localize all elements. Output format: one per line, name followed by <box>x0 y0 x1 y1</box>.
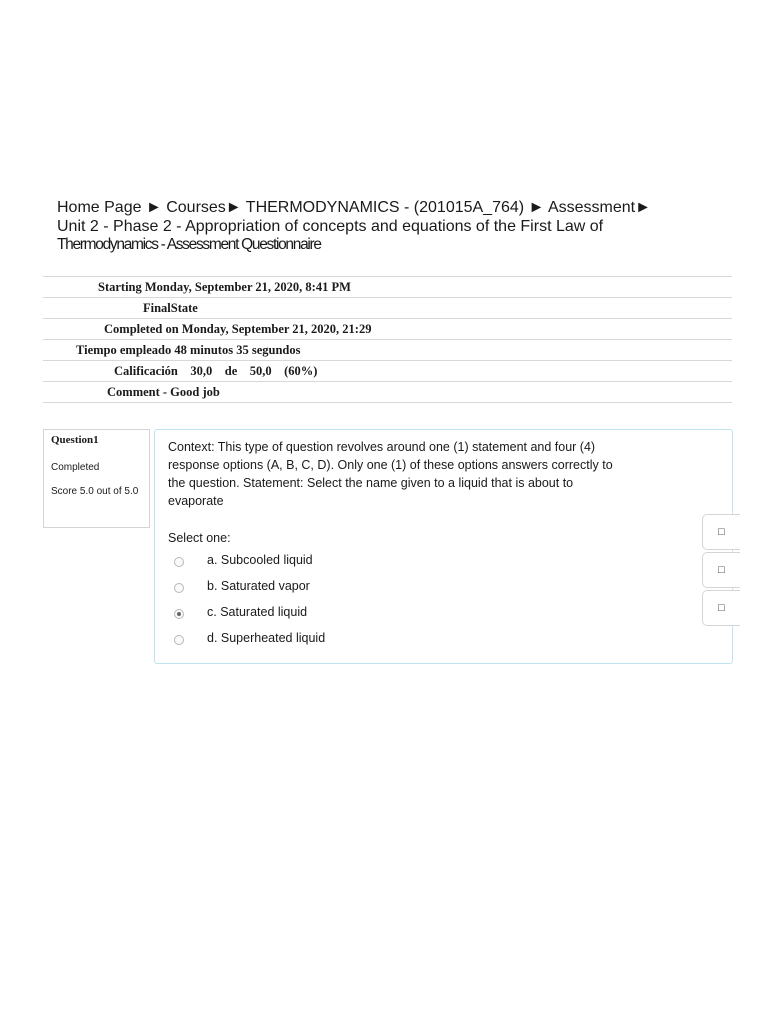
question-grade: Score 5.0 out of 5.0 <box>51 486 139 497</box>
summary-row-feedback <box>43 382 732 403</box>
question-state: Completed <box>51 462 100 473</box>
side-tab-1[interactable] <box>702 514 740 550</box>
tab-icon: □ <box>718 526 725 538</box>
question-content-panel <box>154 429 733 664</box>
breadcrumb-line[interactable]: Thermodynamics - Assessment Questionnaire <box>57 236 321 253</box>
summary-row-started <box>43 277 732 298</box>
breadcrumb <box>57 199 657 255</box>
tab-icon: □ <box>718 564 725 576</box>
summary-completed: Completed on Monday, September 21, 2020, 21:29 <box>104 321 372 336</box>
answer-option-label[interactable]: a. Subcooled liquid <box>207 553 313 567</box>
summary-feedback: Comment - Good job <box>107 384 220 399</box>
answer-prompt: Select one: <box>168 531 231 545</box>
summary-grade: Calificación 30,0 de 50,0 (60%) <box>114 363 318 378</box>
answer-option-label[interactable]: b. Saturated vapor <box>207 579 310 593</box>
radio-button[interactable] <box>174 635 184 645</box>
summary-time-taken: Tiempo empleado 48 minutos 35 segundos <box>76 342 301 357</box>
attempt-summary-table <box>43 276 732 403</box>
answer-option-label[interactable]: d. Superheated liquid <box>207 631 326 645</box>
question-number: Question1 <box>51 434 99 446</box>
question-info-panel <box>43 429 150 528</box>
side-tab-2[interactable] <box>702 552 740 588</box>
summary-row-time <box>43 340 732 361</box>
summary-started: Starting Monday, September 21, 2020, 8:41 PM <box>98 279 351 294</box>
breadcrumb-line[interactable]: Unit 2 - Phase 2 - Appropriation of concepts and equations of the First Law of <box>57 217 604 235</box>
side-tab-3[interactable] <box>702 590 740 626</box>
summary-row-completed <box>43 319 732 340</box>
summary-row-state <box>43 298 732 319</box>
breadcrumb-line[interactable]: Home Page ► Courses► THERMODYNAMICS - (201015A_764) ► Assessment► <box>57 199 651 216</box>
radio-button[interactable] <box>174 557 184 567</box>
summary-state: FinalState <box>143 300 198 315</box>
answer-option-label[interactable]: c. Saturated liquid <box>207 605 308 619</box>
radio-button[interactable] <box>174 583 184 593</box>
radio-button-checked[interactable] <box>174 609 184 619</box>
question-text: Context: This type of question revolves around one (1) statement and four (4) response options (A, B, C, D). Only one (1) of these options answers correctly to the question. Statement: Select the name given to a liquid that is about to evaporate <box>168 440 613 508</box>
summary-row-grade <box>43 361 732 382</box>
tab-icon: □ <box>718 602 725 614</box>
